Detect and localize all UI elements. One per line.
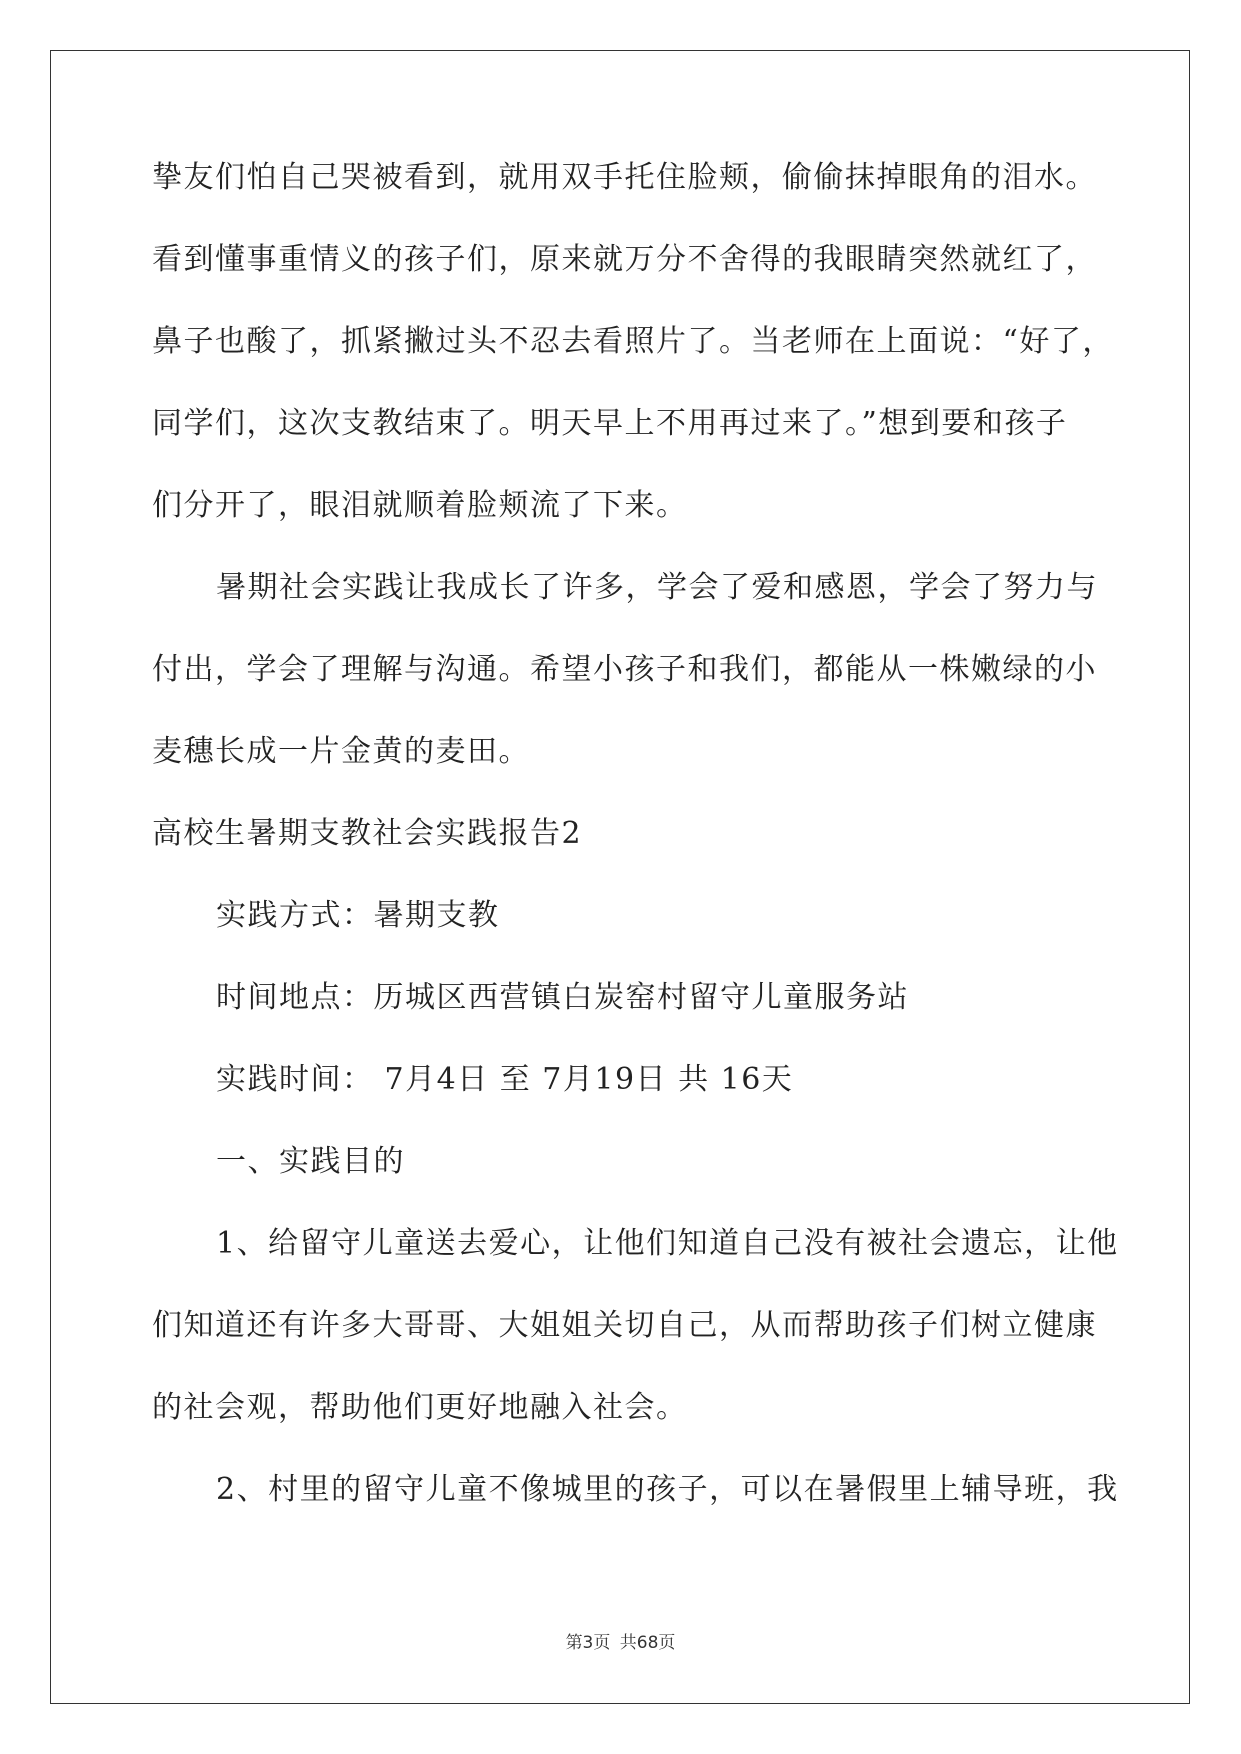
text-line: 麦穗长成一片金黄的麦田。	[152, 734, 530, 769]
section-heading: 高校生暑期支教社会实践报告2	[152, 816, 583, 851]
practice-location: 时间地点：历城区西营镇白炭窑村留守儿童服务站	[216, 980, 909, 1015]
paragraph-start: 1、给留守儿童送去爱心，让他们知道自己没有被社会遗忘，让他	[216, 1226, 1119, 1261]
text-line: 的社会观，帮助他们更好地融入社会。	[152, 1390, 688, 1425]
text-line: 付出，学会了理解与沟通。希望小孩子和我们，都能从一株嫩绿的小	[152, 652, 1097, 687]
subsection-heading: 一、实践目的	[216, 1144, 405, 1179]
paragraph-start: 暑期社会实践让我成长了许多，学会了爱和感恩，学会了努力与	[216, 570, 1098, 605]
practice-method: 实践方式：暑期支教	[216, 898, 500, 933]
practice-time: 实践时间： 7月4日 至 7月19日 共 16天	[216, 1062, 794, 1097]
text-line: 们分开了，眼泪就顺着脸颊流了下来。	[152, 488, 688, 523]
text-line: 挚友们怕自己哭被看到，就用双手托住脸颊，偷偷抹掉眼角的泪水。	[152, 160, 1097, 195]
total-pages: 共68页	[619, 1633, 676, 1653]
text-line: 看到懂事重情义的孩子们，原来就万分不舍得的我眼睛突然就红了，	[152, 242, 1097, 277]
document-body	[152, 158, 1119, 1552]
page-number: 第3页	[565, 1633, 611, 1653]
text-line: 鼻子也酸了，抓紧撇过头不忍去看照片了。当老师在上面说：“好了，	[152, 324, 1114, 359]
page-footer	[0, 1628, 1241, 1653]
paragraph-start: 2、村里的留守儿童不像城里的孩子，可以在暑假里上辅导班，我	[216, 1472, 1119, 1507]
text-line: 同学们，这次支教结束了。明天早上不用再过来了。”想到要和孩子	[152, 406, 1068, 441]
text-line: 们知道还有许多大哥哥、大姐姐关切自己，从而帮助孩子们树立健康	[152, 1308, 1097, 1343]
